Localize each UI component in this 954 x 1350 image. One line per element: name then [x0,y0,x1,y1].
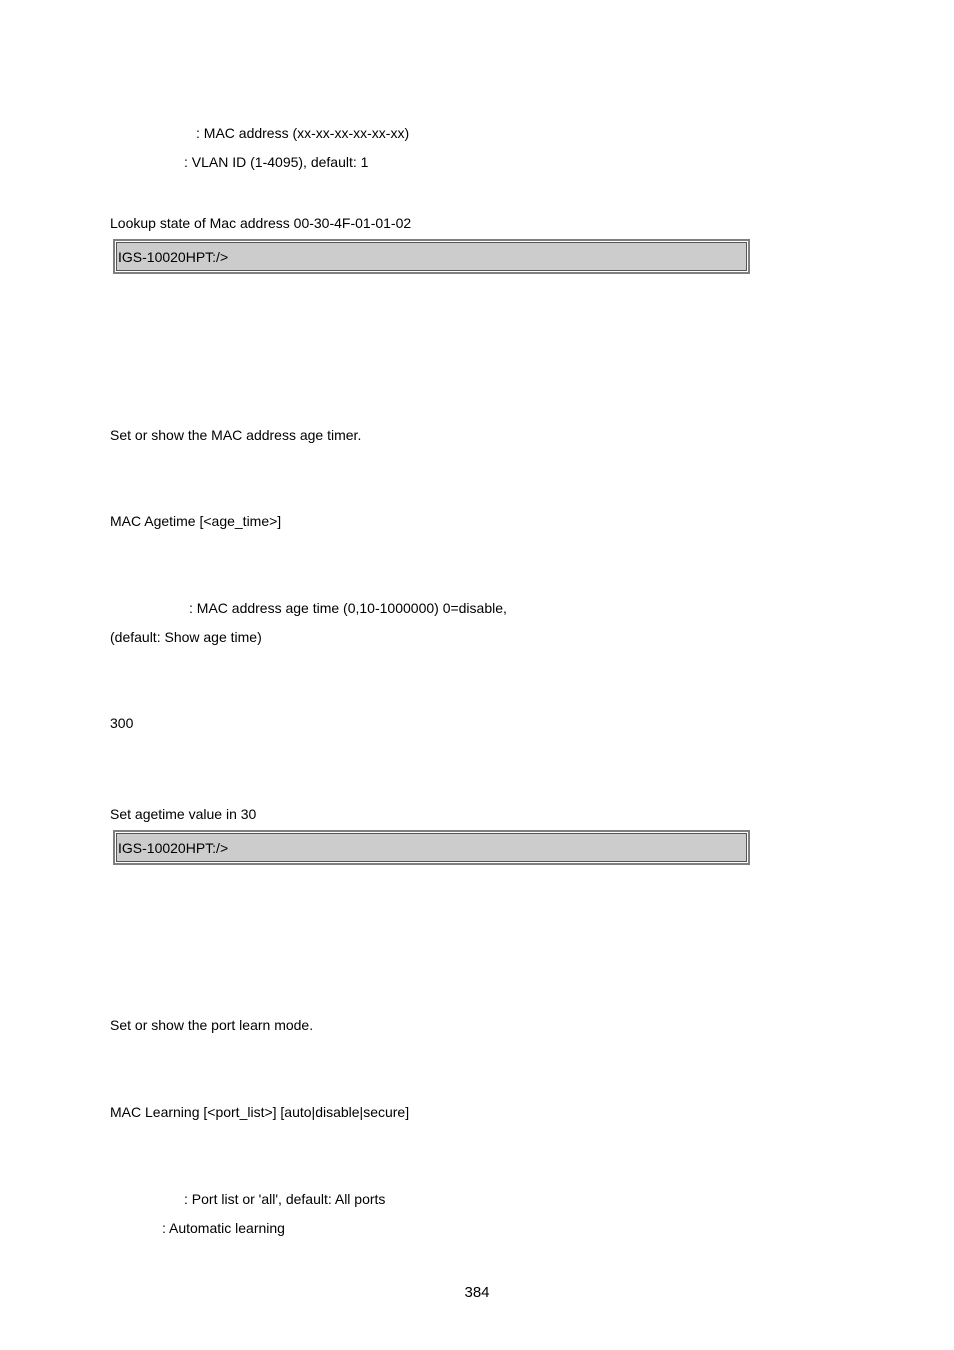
page-number: 384 [464,1284,490,1301]
command-description: Set or show the MAC address age timer. [110,427,362,443]
command-prompt: IGS-10020HPT:/> [118,249,229,265]
param-default: (default: Show age time) [110,629,262,645]
default-value: 300 [110,715,134,731]
command-description: Set or show the port learn mode. [110,1017,314,1033]
param-mac-address: : MAC address (xx-xx-xx-xx-xx-xx) [196,125,410,141]
command-syntax: MAC Learning [<port_list>] [auto|disable|secure] [110,1104,410,1120]
param-vlan-id: : VLAN ID (1-4095), default: 1 [184,154,369,170]
command-syntax: MAC Agetime [<age_time>] [110,513,282,529]
param-age-time: : MAC address age time (0,10-1000000) 0=disable, [189,600,507,616]
example-description: Lookup state of Mac address 00-30-4F-01-01-02 [110,215,412,231]
param-auto: : Automatic learning [162,1220,285,1236]
command-prompt: IGS-10020HPT:/> [118,840,229,856]
command-example-box [113,239,750,274]
example-description: Set agetime value in 30 [110,806,257,822]
command-example-box [113,830,750,865]
param-port-list: : Port list or 'all', default: All ports [184,1191,386,1207]
